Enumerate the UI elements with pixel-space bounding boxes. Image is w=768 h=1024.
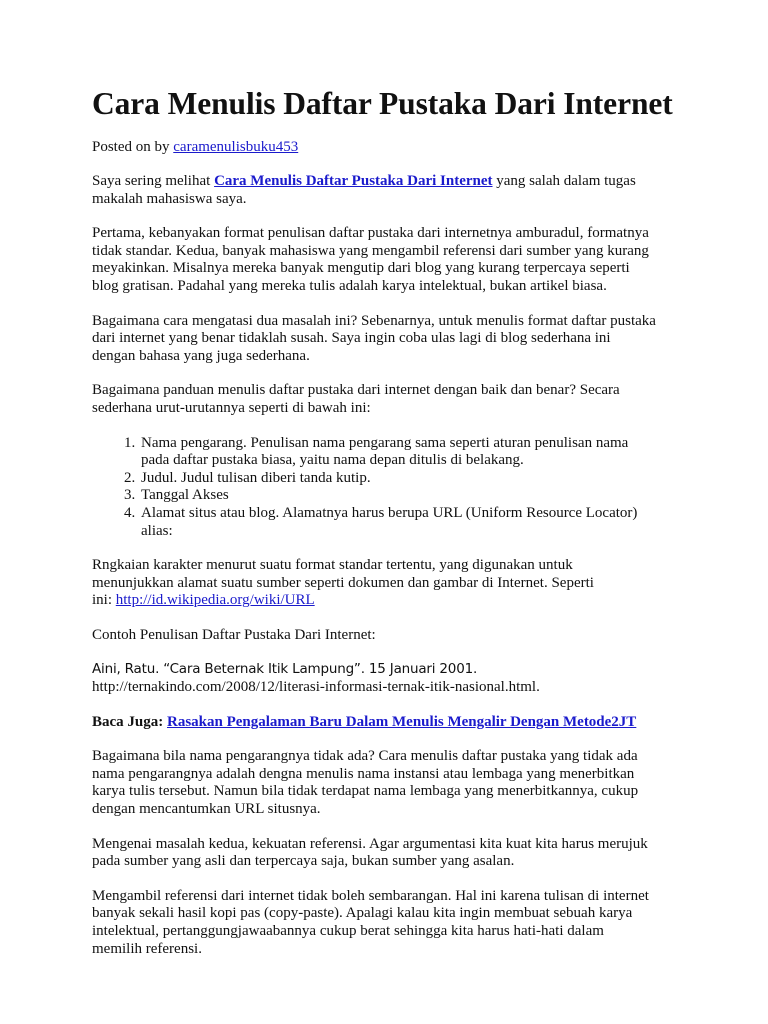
paragraph-example-heading: Contoh Penulisan Daftar Pustaka Dari Internet: [92,626,376,643]
baca-juga [92,714,692,732]
text-line: nama pengarangnya adalah dengna menulis nama instansi atau lembaga yang menerbitkan [92,765,635,782]
article-title: Cara Menulis Daftar Pustaka Dari Internet [92,86,673,121]
list-item-line: 4. Alamat situs atau blog. Alamatnya harus berupa URL (Uniform Resource Locator) [141,504,638,521]
intro-article-link[interactable]: Cara Menulis Daftar Pustaka Dari Internet [214,173,493,189]
text-line: Pertama, kebanyakan format penulisan daftar pustaka dari internetnya amburadul, formatnya [92,225,649,242]
text-line: tidak standar. Kedua, banyak mahasiswa yang mengambil referensi dari sumber yang kurang [92,242,649,259]
paragraph-solution [92,313,692,366]
text-line: blog gratisan. Padahal yang mereka tulis adalah karya intelektual, bukan artikel biasa. [92,277,607,294]
paragraph-intro [92,173,692,208]
intro-text-before: Saya sering melihat [92,173,215,189]
baca-juga-label: Baca Juga: [92,713,167,730]
list-item [139,470,692,488]
text-line: karya tulis tersebut. Namun bila tidak terdapat nama lembaga yang menerbitkannya, cukup [92,783,639,800]
intro-text-line2: makalah mahasiswa saya. [92,190,247,207]
list-item-line: 2. Judul. Judul tulisan diberi tanda kutip. [141,469,371,486]
steps-list [92,435,692,541]
list-item-line: alias: [141,522,173,539]
wikipedia-url-link[interactable]: http://id.wikipedia.org/wiki/URL [115,592,315,609]
text-line: Bagaimana panduan menulis daftar pustaka dari internet dengan baik dan benar? Secara [92,382,620,399]
post-meta [92,138,692,156]
citation-example [92,661,692,696]
text-line: sederhana urut-urutannya seperti di bawah ini: [92,399,371,416]
paragraph-guide [92,382,692,417]
text-line: meyakinkan. Misalnya mereka banyak mengutip dari blog yang kurang terpercaya seperti [92,260,630,277]
citation-url: http://ternakindo.com/2008/12/literasi-informasi-ternak-itik-nasional.html. [92,679,540,696]
citation-line: Aini, Ratu. “Cara Beternak Itik Lampung”. 15 Januari 2001. [92,661,478,678]
text-line: pada sumber yang asli dan terpercaya saja, bukan sumber yang asalan. [92,853,515,870]
author-link[interactable]: caramenulisbuku453 [173,139,299,155]
paragraph-problems [92,225,692,295]
text-line: dengan mencantumkan URL situsnya. [92,801,321,818]
text-line: banyak sekali hasil kopi pas (copy-paste). Apalagi kalau kita ingin membuat sebuah karya [92,905,633,922]
list-item [139,487,692,505]
text-line: menunjukkan alamat suatu sumber seperti dokumen dan gambar di Internet. Seperti [92,574,594,591]
paragraph-no-author [92,748,692,818]
list-item [139,435,692,470]
list-item-line: 1. Nama pengarang. Penulisan nama pengarang sama seperti aturan penulisan nama [141,434,629,451]
text-line: Mengenai masalah kedua, kekuatan referensi. Agar argumentasi kita kuat kita harus merujuk [92,835,648,852]
baca-juga-link[interactable]: Rasakan Pengalaman Baru Dalam Menulis Mengalir Dengan Metode2JT [167,713,637,730]
list-item [139,505,692,540]
text-prefix: ini: [92,592,116,609]
article [92,84,692,958]
text-line: Mengambil referensi dari internet tidak boleh sembarangan. Hal ini karena tulisan di internet [92,887,649,904]
text-line: Bagaimana cara mengatasi dua masalah ini? Sebenarnya, untuk menulis format daftar pustaka [92,312,656,329]
text-line: memilih referensi. [92,940,202,957]
intro-text-after: yang salah dalam tugas [492,173,636,189]
text-line: intelektual, pertanggungjawaabannya cukup berat sehingga kita harus hati-hati dalam [92,923,604,939]
text-line: Bagaimana bila nama pengarangnya tidak ada? Cara menulis daftar pustaka yang tidak ada [92,748,638,765]
posted-on-label: Posted on by [92,139,174,155]
text-line: dari internet yang benar tidaklah susah. Saya ingin coba ulas lagi di blog sederhana ini [92,330,611,347]
list-item-line: pada daftar pustaka biasa, yaitu nama depan ditulis di belakang. [141,452,524,469]
text-line: Rngkaian karakter menurut suatu format standar tertentu, yang digunakan untuk [92,557,573,574]
paragraph-internet-references [92,888,692,958]
text-line: dengan bahasa yang juga sederhana. [92,347,310,364]
paragraph-url-definition [92,557,692,610]
paragraph-references [92,836,692,871]
list-item-line: 3. Tanggal Akses [141,487,229,504]
